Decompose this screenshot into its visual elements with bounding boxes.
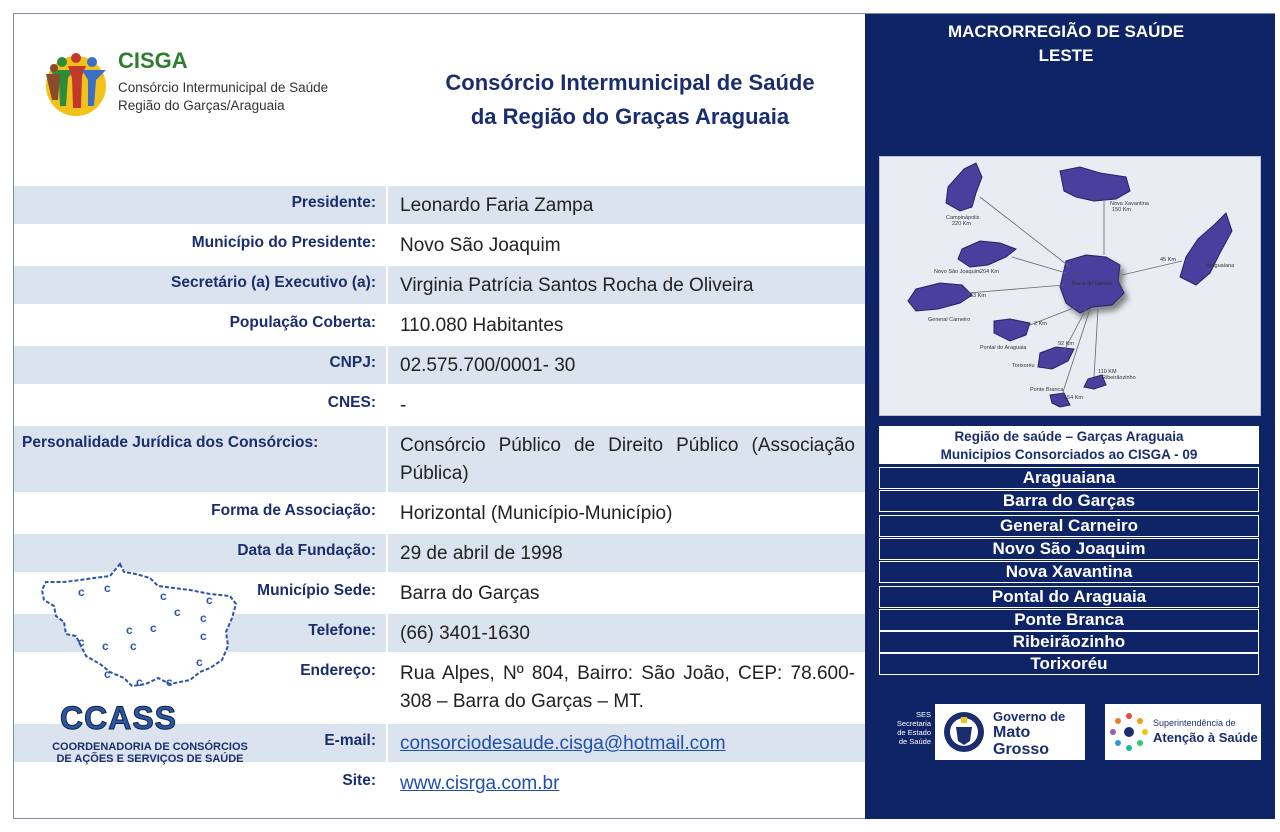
info-row-secretario bbox=[14, 266, 865, 306]
map-nova-xavantina bbox=[1060, 167, 1130, 201]
info-row-populacao bbox=[14, 306, 865, 346]
ccass-subtitle-line-2: DE AÇÕES E SERVIÇOS DE SAÚDE bbox=[56, 753, 244, 765]
svg-text:c: c bbox=[78, 635, 85, 649]
map-label-ponte-branca: Ponte Branca bbox=[1030, 387, 1064, 393]
info-label: Forma de Associação: bbox=[211, 502, 376, 519]
info-label: Secretário (a) Executivo (a): bbox=[14, 266, 386, 304]
info-value: Leonardo Faria Zampa bbox=[386, 186, 865, 224]
map-label-ribeiraozinho: Ribeirãozinho bbox=[1102, 375, 1136, 381]
info-value: Novo São Joaquim bbox=[386, 226, 865, 264]
map-general-carneiro bbox=[908, 283, 972, 311]
ses-line-1: SES bbox=[915, 710, 931, 719]
svg-text:c: c bbox=[136, 675, 143, 689]
svg-text:c: c bbox=[102, 639, 109, 653]
svg-text:c: c bbox=[130, 639, 137, 653]
municipio-item: Pontal do Araguaia bbox=[879, 586, 1259, 608]
svg-text:c: c bbox=[174, 605, 181, 619]
cisga-people-icon bbox=[42, 48, 114, 120]
svg-text:c: c bbox=[200, 611, 207, 625]
info-value: - bbox=[386, 386, 865, 424]
page-title-line-1: Consórcio Intermunicipal de Saúde bbox=[445, 70, 815, 95]
cisga-logo-title: CISGA bbox=[118, 48, 188, 73]
map-label-xavantina-km: 150 Km bbox=[1112, 207, 1131, 213]
info-label: População Coberta: bbox=[229, 314, 376, 331]
map-label-nova-xavantina: Nova Xavantina bbox=[1110, 201, 1149, 207]
municipio-item: Nova Xavantina bbox=[879, 561, 1259, 583]
info-row-personalidade bbox=[14, 426, 865, 494]
info-value: Horizontal (Município-Município) bbox=[386, 494, 865, 532]
svg-text:c: c bbox=[166, 675, 173, 689]
svg-text:c: c bbox=[200, 629, 207, 643]
info-value: 02.575.700/0001- 30 bbox=[386, 346, 865, 384]
svg-text:c: c bbox=[78, 585, 85, 599]
info-value: 29 de abril de 1998 bbox=[386, 534, 865, 572]
info-row-municipio-presidente bbox=[14, 226, 865, 266]
dots-circle-icon bbox=[1109, 712, 1149, 752]
info-row-cnpj bbox=[14, 346, 865, 386]
municipio-item: Barra do Garças bbox=[879, 490, 1259, 512]
sup-line-2: Atenção à Saúde bbox=[1153, 730, 1258, 745]
municipio-item: General Carneiro bbox=[879, 515, 1259, 537]
right-panel bbox=[865, 14, 1275, 819]
macrorregiao-title bbox=[865, 20, 1267, 68]
municipio-item: Torixoréu bbox=[879, 653, 1259, 675]
region-map bbox=[879, 156, 1261, 416]
svg-text:c: c bbox=[160, 589, 167, 603]
map-label-araguaiana-km: 45 Km bbox=[1160, 257, 1176, 263]
map-label-ribeiraozinho-km: 110 KM bbox=[1098, 369, 1117, 375]
macrorregiao-line-2: LESTE bbox=[1038, 46, 1094, 65]
region-title-box bbox=[879, 426, 1259, 464]
info-label: Data da Fundação: bbox=[14, 534, 386, 572]
cisga-logo-subtitle-2: Região do Garças/Araguaia bbox=[118, 98, 285, 113]
macrorregiao-line-1: MACRORREGIÃO DE SAÚDE bbox=[947, 22, 1185, 41]
map-label-barra-do-garcas: Barra do Garças bbox=[1072, 281, 1113, 287]
info-label: Município Sede: bbox=[257, 582, 376, 599]
info-label: CNES: bbox=[327, 394, 376, 411]
coat-of-arms-icon bbox=[941, 709, 987, 755]
info-value: Barra do Garças bbox=[386, 574, 865, 612]
ccass-title: CCASS bbox=[60, 700, 178, 736]
map-campinapolis bbox=[946, 163, 982, 211]
info-label: Presidente: bbox=[14, 186, 386, 224]
page-title bbox=[400, 66, 860, 134]
map-label-campinapolis-km: 220 Km bbox=[952, 221, 971, 227]
svg-text:c: c bbox=[150, 621, 157, 635]
map-pontal-do-araguaia bbox=[994, 319, 1030, 341]
municipio-item: Ribeirãozinho bbox=[879, 631, 1259, 653]
map-label-pontal: Pontal do Araguaia bbox=[980, 345, 1027, 351]
svg-text:c: c bbox=[206, 593, 213, 607]
ses-line-3: de Estado bbox=[897, 728, 931, 737]
ses-line-2: Secretaria bbox=[896, 719, 931, 728]
ses-line-4: de Saúde bbox=[898, 737, 931, 746]
sup-line-1: Superintendência de bbox=[1153, 718, 1236, 728]
info-row-forma-associacao bbox=[14, 494, 865, 534]
cisga-logo-subtitle-1: Consórcio Intermunicipal de Saúde bbox=[118, 80, 329, 95]
map-label-araguaiana: Araguaiana bbox=[1206, 263, 1235, 269]
gov-line-1: Governo de bbox=[993, 709, 1066, 724]
region-title-line-1: Região de saúde – Garças Araguaia bbox=[954, 429, 1184, 444]
map-label-ponte-branca-km: 154 Km bbox=[1064, 395, 1083, 401]
cisga-logo bbox=[42, 46, 332, 126]
info-value: 110.080 Habitantes bbox=[386, 306, 865, 344]
info-row-presidente bbox=[14, 186, 865, 226]
email-link[interactable]: consorciodesaude.cisga@hotmail.com bbox=[400, 733, 726, 754]
site-link[interactable]: www.cisrga.com.br bbox=[400, 773, 560, 794]
info-label: Site: bbox=[342, 772, 376, 789]
svg-text:c: c bbox=[126, 623, 133, 637]
municipio-item: Araguaiana bbox=[879, 467, 1259, 489]
gov-line-2: Mato bbox=[993, 724, 1031, 741]
info-label: Município do Presidente: bbox=[191, 234, 376, 251]
region-map-drawing bbox=[880, 157, 1260, 415]
page-title-line-2: da Região do Graças Araguaia bbox=[470, 104, 790, 129]
map-label-pontal-km: 2 Km bbox=[1034, 321, 1047, 327]
municipio-item: Novo São Joaquim bbox=[879, 538, 1259, 560]
info-value: (66) 3401-1630 bbox=[386, 614, 865, 652]
svg-text:c: c bbox=[196, 655, 203, 669]
info-label: Endereço: bbox=[300, 662, 376, 679]
info-label: E-mail: bbox=[14, 724, 386, 762]
map-label-nsj-km: 204 Km bbox=[980, 269, 999, 275]
svg-text:c: c bbox=[104, 667, 111, 681]
info-label: CNPJ: bbox=[14, 346, 386, 384]
government-logos bbox=[879, 682, 1259, 802]
governo-mato-grosso-logo bbox=[935, 704, 1085, 760]
info-value: Virginia Patrícia Santos Rocha de Oliveira bbox=[386, 266, 865, 304]
map-novo-sao-joaquim bbox=[958, 241, 1016, 267]
region-title-line-2: Municipios Consorciados ao CISGA - 09 bbox=[940, 447, 1198, 462]
map-araguaiana bbox=[1180, 213, 1232, 285]
map-torixoreu bbox=[1038, 347, 1074, 369]
mato-grosso-map-icon bbox=[40, 560, 250, 700]
municipio-item: Ponte Branca bbox=[879, 609, 1259, 631]
info-value: Rua Alpes, Nº 804, Bairro: São João, CEP: 78.600-308 – Barra do Garças – MT. bbox=[386, 654, 865, 722]
gov-line-3: Grosso bbox=[993, 741, 1050, 758]
ccass-subtitle bbox=[20, 741, 280, 765]
svg-text:c: c bbox=[104, 581, 111, 595]
map-label-campinapolis: Campinápolis bbox=[946, 215, 980, 221]
map-label-gc-km: 53 Km bbox=[970, 293, 986, 299]
map-label-novo-sao-joaquim: Novo São Joaquim bbox=[934, 269, 981, 275]
info-value: Consórcio Público de Direito Público (Associação Pública) bbox=[386, 426, 865, 492]
superintendencia-logo bbox=[1105, 704, 1261, 760]
map-label-torixoreu: Torixoréu bbox=[1012, 363, 1035, 369]
info-label: Telefone: bbox=[14, 614, 386, 652]
map-label-general-carneiro: General Carneiro bbox=[928, 317, 971, 323]
ccass-logo bbox=[20, 560, 280, 770]
ses-text bbox=[883, 710, 931, 746]
info-row-cnes bbox=[14, 386, 865, 426]
map-label-torixoreu-km: 92 Km bbox=[1058, 341, 1074, 347]
ccass-subtitle-line-1: COORDENADORIA DE CONSÓRCIOS bbox=[52, 741, 248, 753]
info-row-site bbox=[14, 764, 865, 804]
info-label: Personalidade Jurídica dos Consórcios: bbox=[14, 426, 386, 492]
